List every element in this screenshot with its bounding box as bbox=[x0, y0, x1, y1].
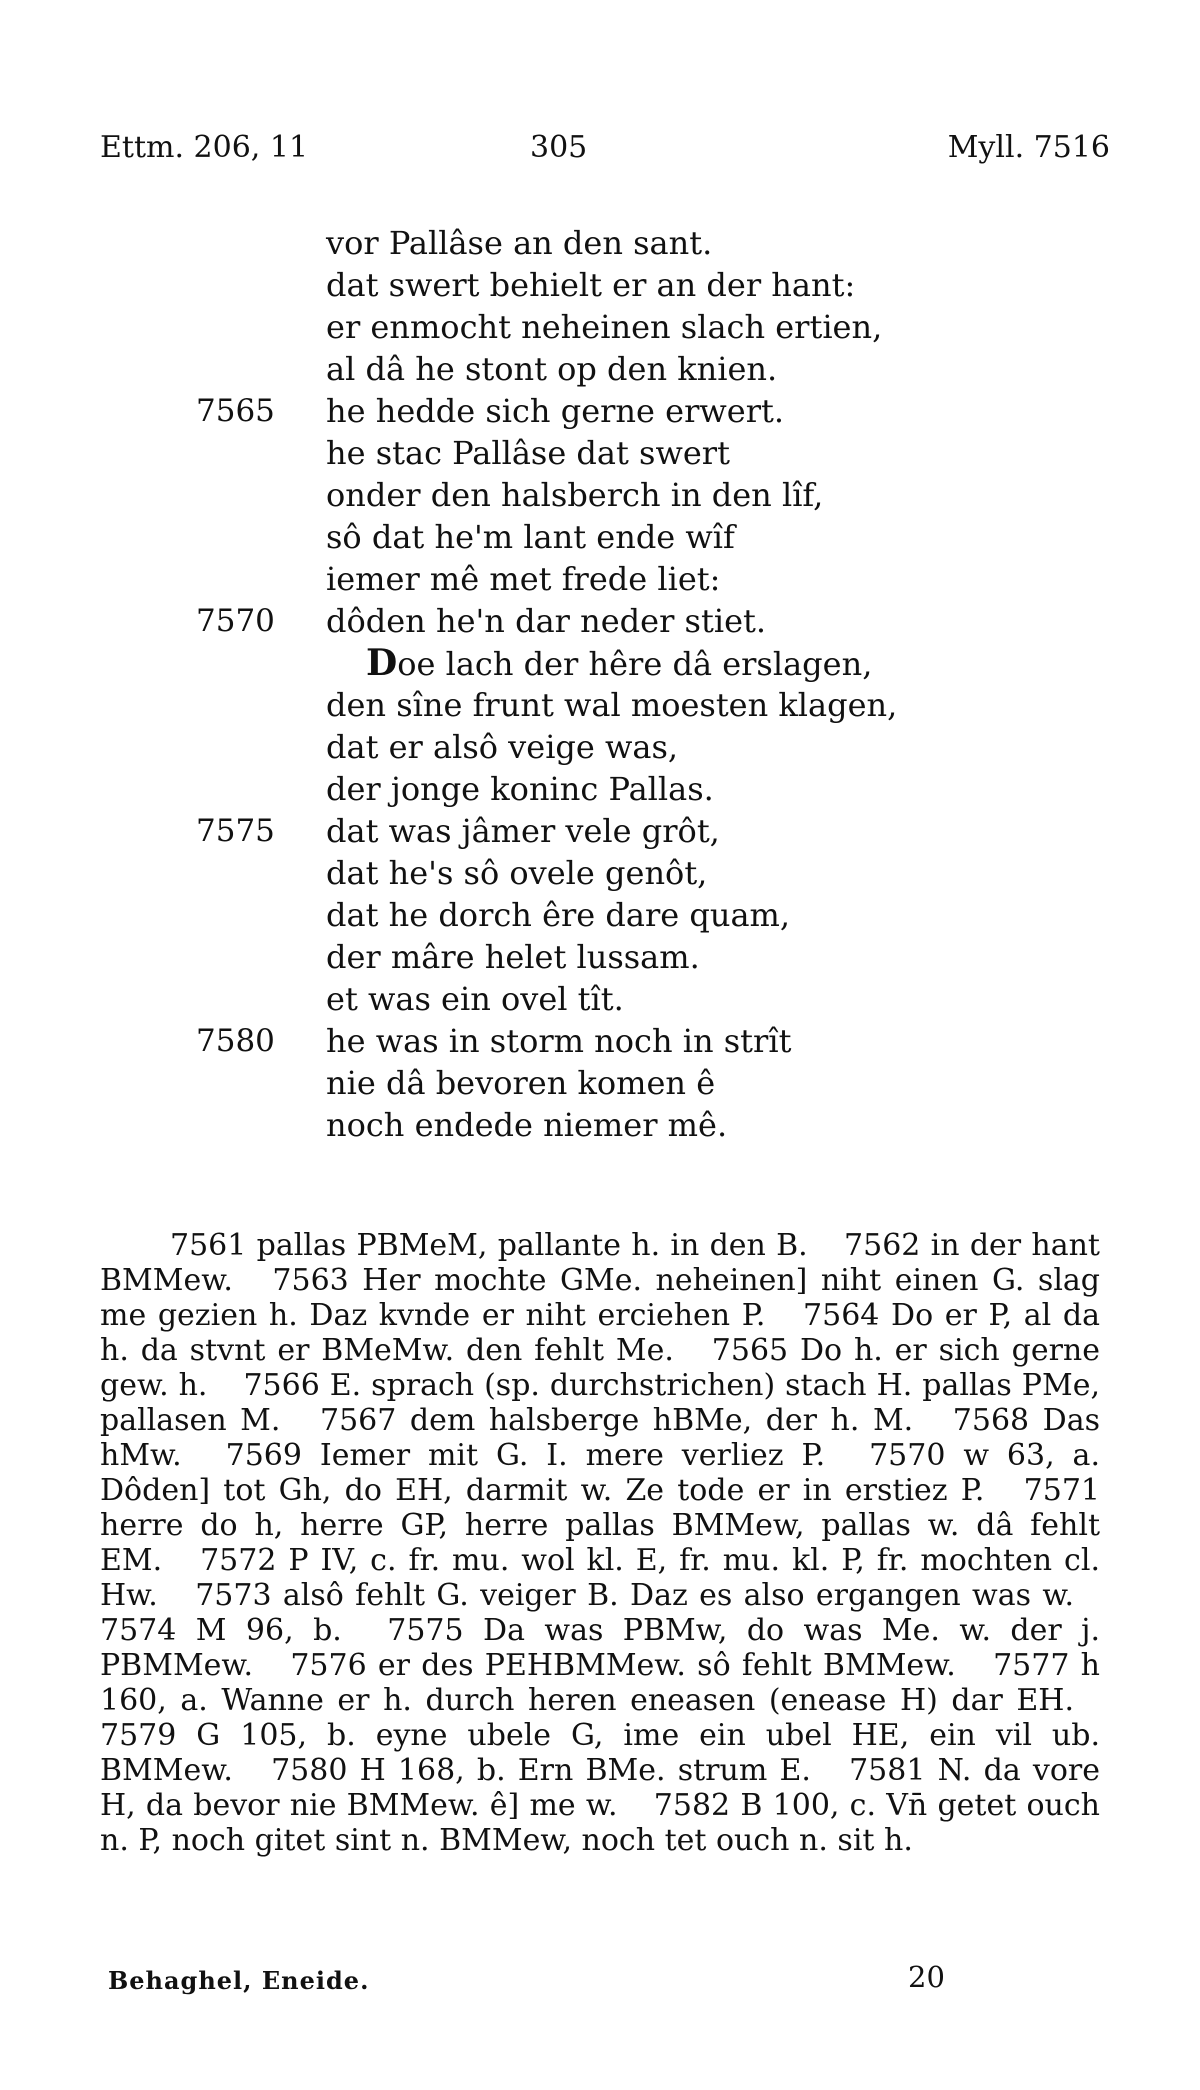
verse-line-text bbox=[326, 264, 855, 306]
verse-line bbox=[196, 474, 996, 516]
verse-line-body: et was ein ovel tît. bbox=[326, 980, 624, 1018]
verse-line-body: nie dâ bevoren komen ê bbox=[326, 1064, 716, 1102]
verse-line bbox=[196, 642, 996, 684]
line-number: 7580 bbox=[196, 1023, 275, 1059]
apparatus-entry: 7563 Her mochte GMe. neheinen] niht einen G. slag me gezien h. Daz kvnde er niht erciehen P. bbox=[100, 1263, 1100, 1333]
apparatus-entry: 7567 dem halsberge hBMe, der h. M. bbox=[319, 1403, 914, 1438]
sheet-number: 20 bbox=[908, 1960, 945, 1994]
verse-line-text bbox=[326, 726, 678, 768]
apparatus-entry: 7580 H 168, b. Ern BMe. strum E. bbox=[271, 1753, 811, 1788]
verse-line-text bbox=[366, 642, 872, 685]
verse-line bbox=[196, 768, 996, 810]
critical-apparatus bbox=[100, 1228, 1100, 1858]
verse-line-body: er enmocht neheinen slach ertien, bbox=[326, 308, 883, 346]
verse-line-text bbox=[326, 390, 784, 432]
apparatus-entry: 7581 N. da vore H, da bevor nie BMMew. ê] me w. bbox=[100, 1753, 1100, 1823]
verse-line bbox=[196, 978, 996, 1020]
header-right-reference: Myll. 7516 bbox=[947, 130, 1110, 165]
verse-line bbox=[196, 390, 996, 432]
line-number: 7575 bbox=[196, 813, 275, 849]
apparatus-entry: 7571 herre do h, herre GP, herre pallas BMMew, pallas w. dâ fehlt EM. bbox=[100, 1473, 1100, 1578]
verse-line-body: dat er alsô veige was, bbox=[326, 728, 679, 766]
verse-line-text bbox=[326, 852, 707, 894]
page-footer bbox=[108, 1960, 948, 1996]
verse-line-body: der mâre helet lussam. bbox=[326, 938, 700, 976]
verse-line bbox=[196, 222, 996, 264]
apparatus-entry: 7573 alsô fehlt G. veiger B. Daz es also ergangen was w. bbox=[195, 1578, 1074, 1613]
verse-line-body: onder den halsberch in den lîf, bbox=[326, 476, 824, 514]
verse-line bbox=[196, 810, 996, 852]
verse-line-text bbox=[326, 516, 735, 558]
initial-letter: D bbox=[366, 642, 398, 684]
apparatus-entry: 7562 in der hant BMMew. bbox=[100, 1228, 1100, 1298]
page-number: 305 bbox=[530, 130, 588, 165]
verse-line-text bbox=[326, 894, 790, 936]
verse-line bbox=[196, 516, 996, 558]
verse-line-text bbox=[326, 936, 700, 978]
verse-line-body: he was in storm noch in strît bbox=[326, 1022, 792, 1060]
verse-line bbox=[196, 1104, 996, 1146]
verse-line-text bbox=[326, 306, 882, 348]
apparatus-entry: 7570 w 63, a. Dôden] tot Gh, do EH, darmit w. Ze tode er in erstiez P. bbox=[100, 1438, 1100, 1508]
apparatus-entry: 7565 Do h. er sich gerne gew. h. bbox=[100, 1333, 1100, 1403]
verse-line-text bbox=[326, 600, 766, 642]
verse-line-body: he hedde sich gerne erwert. bbox=[326, 392, 785, 430]
verse-line-text bbox=[326, 768, 714, 810]
verse-line-text bbox=[326, 810, 720, 852]
signature-mark: Behaghel, Eneide. bbox=[108, 1966, 370, 1995]
apparatus-entry: 7574 M 96, b. bbox=[100, 1613, 342, 1648]
verse-line bbox=[196, 558, 996, 600]
verse-line-body: al dâ he stont op den knien. bbox=[326, 350, 778, 388]
verse-line-text bbox=[326, 558, 720, 600]
page-header bbox=[100, 130, 1110, 174]
verse-line-body: dat was jâmer vele grôt, bbox=[326, 812, 720, 850]
apparatus-entry: 7582 B 100, c. Vn̄ getet ouch n. P, noch gitet sint n. BMMew, noch tet ouch n. sit h. bbox=[100, 1788, 1100, 1858]
verse-line-body: oe lach der hêre dâ erslagen, bbox=[397, 645, 873, 683]
header-left-reference: Ettm. 206, 11 bbox=[100, 130, 309, 165]
verse-line bbox=[196, 684, 996, 726]
verse-line-body: dat swert behielt er an der hant: bbox=[326, 266, 856, 304]
verse-line-text bbox=[326, 1062, 715, 1104]
verse-line-text bbox=[326, 348, 777, 390]
verse-line bbox=[196, 852, 996, 894]
verse-line bbox=[196, 936, 996, 978]
line-number: 7565 bbox=[196, 393, 275, 429]
verse-line-text bbox=[326, 1104, 727, 1146]
verse-line-body: iemer mê met frede liet: bbox=[326, 560, 721, 598]
verse-line-text bbox=[326, 1020, 791, 1062]
apparatus-entry: 7564 Do er P, al da h. da stvnt er BMeMw. den fehlt Me. bbox=[100, 1298, 1100, 1368]
apparatus-entry: 7569 Iemer mit G. I. mere verliez P. bbox=[225, 1438, 826, 1473]
verse-line bbox=[196, 1062, 996, 1104]
verse-line-body: der jonge koninc Pallas. bbox=[326, 770, 714, 808]
verse-line-body: den sîne frunt wal moesten klagen, bbox=[326, 686, 898, 724]
verse-line-body: dôden he'n dar neder stiet. bbox=[326, 602, 767, 640]
verse-line-body: dat he's sô ovele genôt, bbox=[326, 854, 708, 892]
verse-line bbox=[196, 432, 996, 474]
apparatus-entry: 7575 Da was PBMw, do was Me. w. der j. PBMMew. bbox=[100, 1613, 1100, 1683]
apparatus-entry: 7576 er des PEHBMMew. sô fehlt BMMew. bbox=[290, 1648, 956, 1683]
verse-line-body: sô dat he'm lant ende wîf bbox=[326, 518, 735, 556]
verse-line-body: dat he dorch êre dare quam, bbox=[326, 896, 791, 934]
verse-line bbox=[196, 306, 996, 348]
verse-line-text bbox=[326, 978, 624, 1020]
verse-line bbox=[196, 600, 996, 642]
verse-text bbox=[196, 222, 996, 1146]
apparatus-entry: 7579 G 105, b. eyne ubele G, ime ein ubel HE, ein vil ub. BMMew. bbox=[100, 1718, 1100, 1788]
verse-line-body: vor Pallâse an den sant. bbox=[326, 224, 713, 262]
verse-line bbox=[196, 264, 996, 306]
apparatus-entry: 7566 E. sprach (sp. durchstrichen) stach H. pallas PMe, pallasen M. bbox=[100, 1368, 1100, 1438]
verse-line bbox=[196, 348, 996, 390]
apparatus-entry: 7568 Das hMw. bbox=[100, 1403, 1100, 1473]
apparatus-entry: 7577 h 160, a. Wanne er h. durch heren eneasen (enease H) dar EH. bbox=[100, 1648, 1100, 1718]
apparatus-entry: 7561 pallas PBMeM, pallante h. in den B. bbox=[170, 1228, 808, 1263]
verse-line-text bbox=[326, 222, 712, 264]
verse-line bbox=[196, 1020, 996, 1062]
verse-line-text bbox=[326, 684, 897, 726]
verse-line-text bbox=[326, 474, 823, 516]
line-number: 7570 bbox=[196, 603, 275, 639]
verse-line-body: he stac Pallâse dat swert bbox=[326, 434, 730, 472]
verse-line-body: noch endede niemer mê. bbox=[326, 1106, 728, 1144]
verse-line bbox=[196, 726, 996, 768]
verse-line bbox=[196, 894, 996, 936]
verse-line-text bbox=[326, 432, 730, 474]
apparatus-entry: 7572 P IV, c. fr. mu. wol kl. E, fr. mu. kl. P, fr. mochten cl. Hw. bbox=[100, 1543, 1100, 1613]
